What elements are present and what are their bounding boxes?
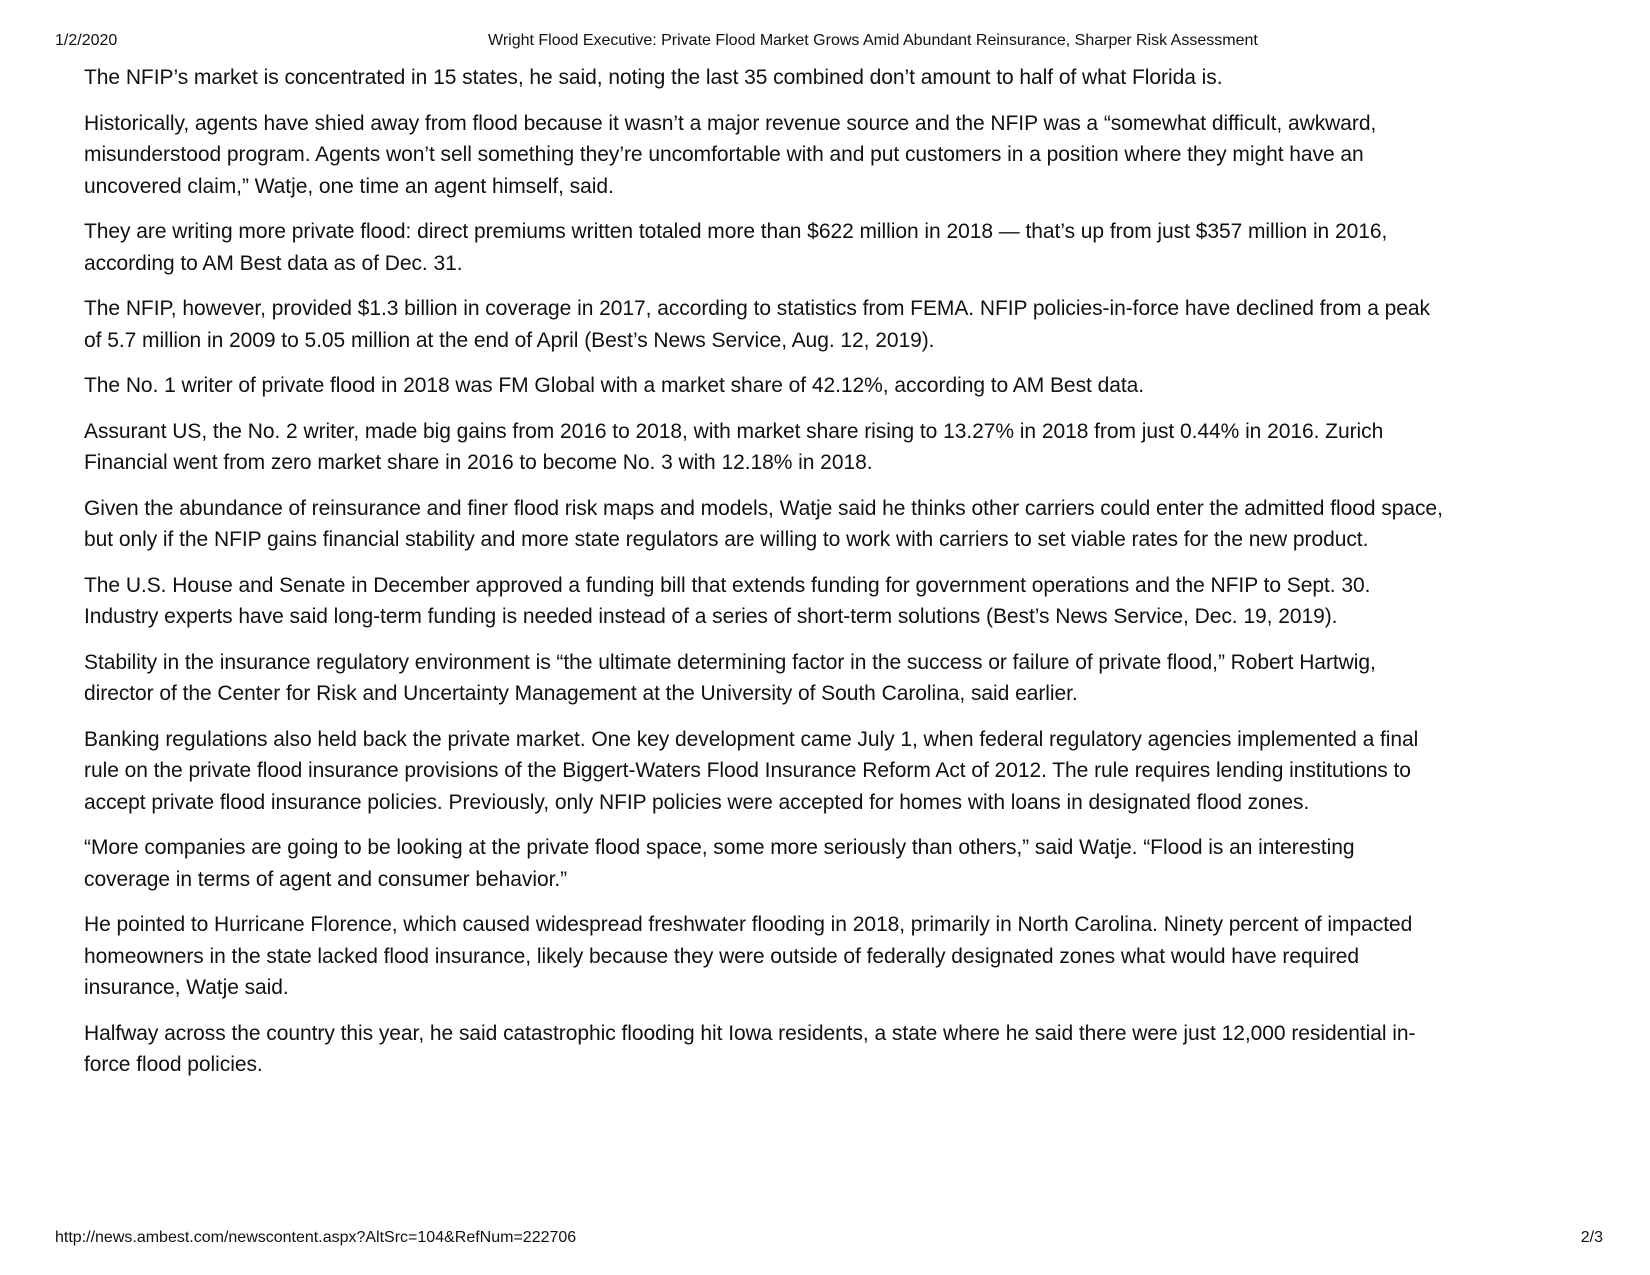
article-paragraph: The No. 1 writer of private flood in 2018 was FM Global with a market share of 42.12%, according to AM Best data.: [84, 374, 1145, 397]
print-footer: [55, 1227, 1603, 1249]
print-date: 1/2/2020: [55, 32, 118, 49]
article-paragraph: “More companies are going to be looking at the private flood space, some more seriously than others,” said Watje. “Flood is an interesting coverage in terms of agent and consumer behavior.”: [84, 836, 1355, 891]
article-paragraph: Banking regulations also held back the private market. One key development came July 1, when federal regulatory agencies implemented a final rule on the private flood insurance provisions of the Biggert-Waters Flood Insurance Reform Act of 2012. The rule requires lending institutions to accept private flood insurance policies. Previously, only NFIP policies were accepted for homes with loans in designated flood zones.: [84, 727, 1419, 814]
article-paragraph: They are writing more private flood: direct premiums written totaled more than $622 million in 2018 — that’s up from just $357 million in 2016, according to AM Best data as of Dec. 31.: [84, 220, 1388, 275]
print-header: [55, 30, 1603, 52]
article-paragraph: The NFIP’s market is concentrated in 15 states, he said, noting the last 35 combined don’t amount to half of what Florida is.: [84, 66, 1223, 89]
page-number: 2/3: [1580, 1229, 1603, 1246]
article-paragraph: Assurant US, the No. 2 writer, made big gains from 2016 to 2018, with market share rising to 13.27% in 2018 from just 0.44% in 2016. Zurich Financial went from zero market share in 2016 to become No. 3 with 12.18% in 2018.: [84, 419, 1384, 474]
article-paragraph: The U.S. House and Senate in December approved a funding bill that extends funding for government operations and the NFIP to Sept. 30. Industry experts have said long-term funding is needed instead of a series of short-term solutions (Best’s News Service, Dec. 19, 2019).: [84, 573, 1371, 628]
page-url: http://news.ambest.com/newscontent.aspx?AltSrc=104&RefNum=222706: [55, 1229, 577, 1246]
page-title: Wright Flood Executive: Private Flood Market Grows Amid Abundant Reinsurance, Sharper Risk Assessment: [488, 32, 1258, 49]
article-paragraph: Historically, agents have shied away from flood because it wasn’t a major revenue source and the NFIP was a “somewhat difficult, awkward, misunderstood program. Agents won’t sell something they’re uncomfortable with and put customers in a position where they might have an uncovered claim,” Watje, one time an agent himself, said.: [84, 111, 1377, 198]
article-body: [84, 62, 1444, 1095]
article-paragraph: Stability in the insurance regulatory environment is “the ultimate determining factor in the success or failure of private flood,” Robert Hartwig, director of the Center for Risk and Uncertainty Management at the University of South Carolina, said earlier.: [84, 650, 1376, 705]
article-paragraph: Given the abundance of reinsurance and finer flood risk maps and models, Watje said he thinks other carriers could enter the admitted flood space, but only if the NFIP gains financial stability and more state regulators are willing to work with carriers to set viable rates for the new product.: [84, 496, 1443, 551]
article-paragraph: Halfway across the country this year, he said catastrophic flooding hit Iowa residents, a state where he said there were just 12,000 residential in-force flood policies.: [84, 1021, 1416, 1076]
article-paragraph: He pointed to Hurricane Florence, which caused widespread freshwater flooding in 2018, primarily in North Carolina. Ninety percent of impacted homeowners in the state lacked flood insurance, likely because they were outside of federally designated zones what would have required insurance, Watje said.: [84, 913, 1413, 999]
article-paragraph: The NFIP, however, provided $1.3 billion in coverage in 2017, according to statistics from FEMA. NFIP policies-in-force have declined from a peak of 5.7 million in 2009 to 5.05 million at the end of April (Best’s News Service, Aug. 12, 2019).: [84, 297, 1430, 352]
